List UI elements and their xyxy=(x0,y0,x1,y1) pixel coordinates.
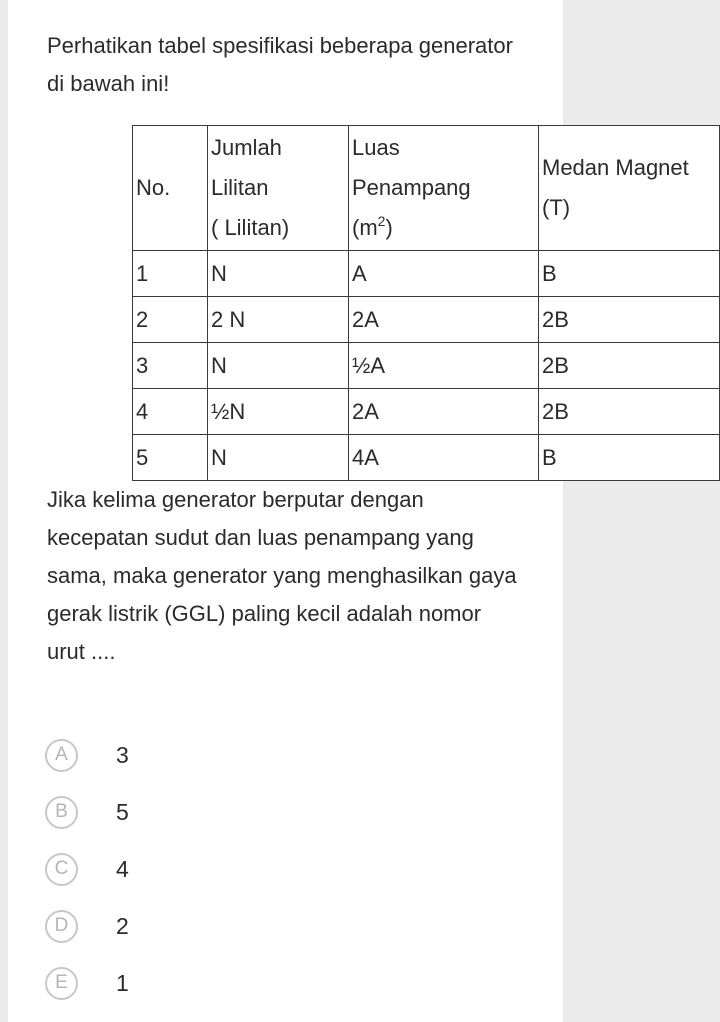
cell-medan: 2B xyxy=(539,343,720,389)
cell-luas: ½A xyxy=(349,343,539,389)
cell-no: 4 xyxy=(133,389,208,435)
header-jumlah-line1: Jumlah xyxy=(211,135,282,160)
cell-no: 3 xyxy=(133,343,208,389)
option-d-badge: D xyxy=(45,910,78,943)
option-e[interactable] xyxy=(45,963,345,1003)
header-luas xyxy=(349,126,539,251)
option-c[interactable] xyxy=(45,849,345,889)
cell-lilitan: N xyxy=(208,343,349,389)
option-e-text: 1 xyxy=(116,969,129,996)
table-header-row xyxy=(133,126,720,251)
cell-lilitan: 2 N xyxy=(208,297,349,343)
cell-no: 5 xyxy=(133,435,208,481)
cell-luas: 4A xyxy=(349,435,539,481)
cell-medan: B xyxy=(539,435,720,481)
option-a[interactable] xyxy=(45,735,345,775)
header-luas-line1: Luas xyxy=(352,135,400,160)
cell-medan: 2B xyxy=(539,297,720,343)
cell-no: 2 xyxy=(133,297,208,343)
option-d-text: 2 xyxy=(116,912,129,939)
table-row xyxy=(133,435,720,481)
header-luas-unit xyxy=(352,208,535,248)
cell-no: 1 xyxy=(133,251,208,297)
header-jumlah xyxy=(208,126,349,251)
header-medan-line2: (T) xyxy=(542,195,571,220)
option-d[interactable] xyxy=(45,906,345,946)
header-medan xyxy=(539,126,720,251)
cell-luas: 2A xyxy=(349,297,539,343)
option-b-badge: B xyxy=(45,796,78,829)
option-c-text: 4 xyxy=(116,855,129,882)
option-a-text: 3 xyxy=(116,741,129,768)
option-e-badge: E xyxy=(45,967,78,1000)
cell-luas: A xyxy=(349,251,539,297)
option-a-badge: A xyxy=(45,739,78,772)
cell-medan: B xyxy=(539,251,720,297)
unit-exponent: 2 xyxy=(377,213,386,229)
header-jumlah-line3: ( Lilitan) xyxy=(211,215,290,240)
table-row xyxy=(133,297,720,343)
option-b[interactable] xyxy=(45,792,345,832)
cell-lilitan: N xyxy=(208,435,349,481)
header-jumlah-line2: Lilitan xyxy=(211,175,269,200)
cell-lilitan: N xyxy=(208,251,349,297)
cell-lilitan: ½N xyxy=(208,389,349,435)
spec-table xyxy=(132,125,720,481)
cell-luas: 2A xyxy=(349,389,539,435)
option-b-text: 5 xyxy=(116,798,129,825)
option-c-badge: C xyxy=(45,853,78,886)
table-row xyxy=(133,343,720,389)
header-luas-line2: Penampang xyxy=(352,175,471,200)
question-body: Jika kelima generator berputar dengan kecepatan sudut dan luas penampang yang sama, maka generator yang menghasilkan gaya gerak listrik (GGL) paling kecil adalah nomor urut .... xyxy=(47,487,517,664)
cell-medan: 2B xyxy=(539,389,720,435)
table-row xyxy=(133,251,720,297)
header-no xyxy=(133,126,208,251)
table-row xyxy=(133,389,720,435)
header-no-label: No. xyxy=(136,175,171,200)
unit-close: ) xyxy=(385,215,393,240)
unit-base: (m xyxy=(352,215,378,240)
question-intro: Perhatikan tabel spesifikasi beberapa generator di bawah ini! xyxy=(47,33,513,96)
header-medan-line1: Medan Magnet xyxy=(542,155,689,180)
